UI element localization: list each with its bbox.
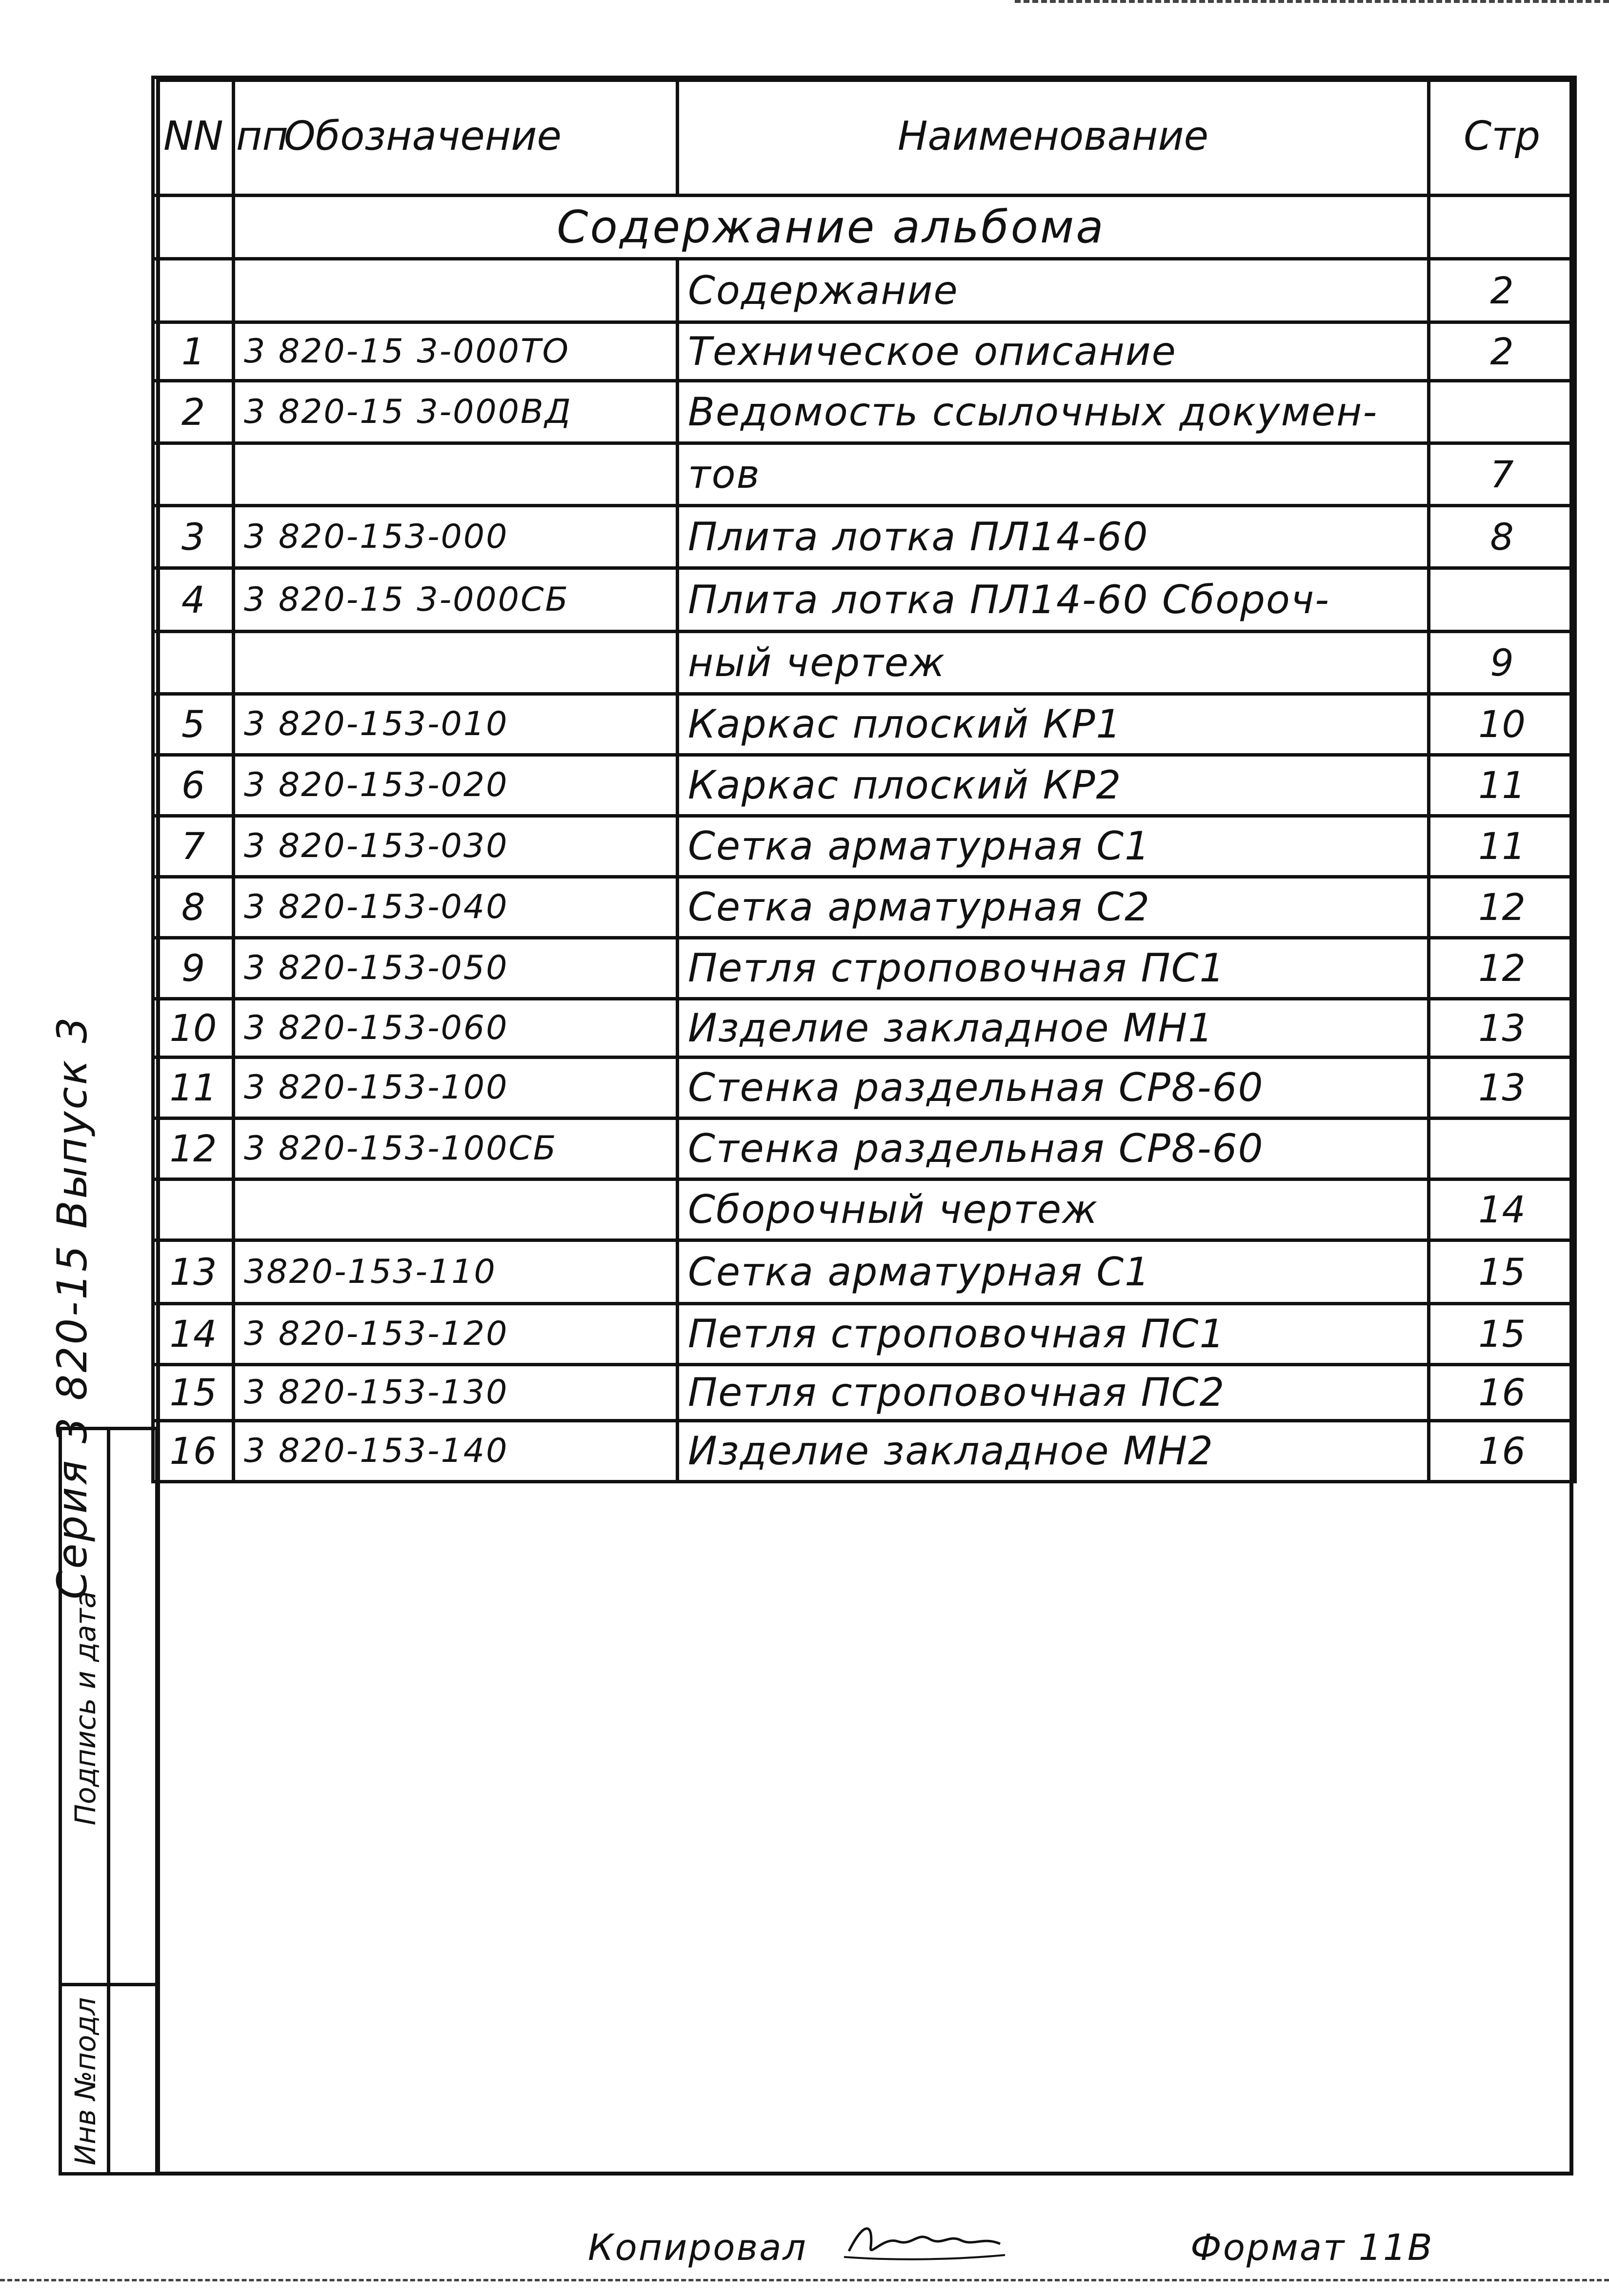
row-code: 3 820-15 3-000СБ — [234, 568, 678, 632]
row-num: 15 — [153, 1365, 234, 1421]
row-page: 16 — [1429, 1421, 1575, 1482]
table-row — [153, 1365, 1575, 1421]
table-row — [153, 877, 1575, 938]
table-row — [153, 1421, 1575, 1482]
row-name: Плита лотка ПЛ14-60 — [678, 506, 1429, 568]
row-num: 6 — [153, 755, 234, 816]
row-page: 15 — [1429, 1240, 1575, 1304]
row-page: 7 — [1429, 443, 1575, 506]
table-row — [153, 568, 1575, 632]
table-row — [153, 755, 1575, 816]
table-row — [153, 322, 1575, 381]
table-row — [153, 1240, 1575, 1304]
row-num: 12 — [153, 1118, 234, 1179]
contents-table — [151, 76, 1577, 1483]
row-num: 14 — [153, 1304, 234, 1365]
bottom-trim-line — [0, 2279, 1609, 2281]
row-page: 10 — [1429, 694, 1575, 755]
row-code — [234, 443, 678, 506]
row-code: 3 820-153-020 — [234, 755, 678, 816]
table-row — [153, 999, 1575, 1058]
row-page: 11 — [1429, 816, 1575, 877]
row-name: тов — [678, 443, 1429, 506]
row-name: Сетка арматурная С1 — [678, 816, 1429, 877]
stamp-inventory-cell — [62, 1986, 155, 2179]
row-page: 15 — [1429, 1304, 1575, 1365]
row-code: 3 820-15 3-000ВД — [234, 381, 678, 443]
row-name: Содержание — [678, 259, 1429, 322]
row-code: 3 820-153-100СБ — [234, 1118, 678, 1179]
row-name: Каркас плоский КР1 — [678, 694, 1429, 755]
row-page — [1429, 381, 1575, 443]
header-row — [153, 78, 1575, 196]
row-code: 3 820-153-130 — [234, 1365, 678, 1421]
row-code: 3 820-153-120 — [234, 1304, 678, 1365]
row-code: 3 820-153-100 — [234, 1058, 678, 1118]
row-code: 3 820-15 3-000ТО — [234, 322, 678, 381]
row-code — [234, 632, 678, 694]
row-code: 3 820-153-060 — [234, 999, 678, 1058]
row-num: 9 — [153, 938, 234, 999]
row-page: 11 — [1429, 755, 1575, 816]
table-row — [153, 259, 1575, 322]
row-code: 3 820-153-140 — [234, 1421, 678, 1482]
row-name: Сетка арматурная С2 — [678, 877, 1429, 938]
row-name: Каркас плоский КР2 — [678, 755, 1429, 816]
row-code: 3820-153-110 — [234, 1240, 678, 1304]
row-name: Ведомость ссылочных докумен- — [678, 381, 1429, 443]
row-num: 10 — [153, 999, 234, 1058]
table-row — [153, 1058, 1575, 1118]
row-name: Сетка арматурная С1 — [678, 1240, 1429, 1304]
approval-stamp — [59, 1427, 159, 2176]
row-num: 1 — [153, 322, 234, 381]
table-row — [153, 816, 1575, 877]
table-row — [153, 938, 1575, 999]
section-row — [153, 196, 1575, 259]
row-page — [1429, 1118, 1575, 1179]
row-page: 12 — [1429, 877, 1575, 938]
row-page: 13 — [1429, 999, 1575, 1058]
row-name: Сборочный чертеж — [678, 1179, 1429, 1240]
series-side-label: Серия 3 820-15 Выпуск 3 — [48, 1015, 96, 1599]
row-code: 3 820-153-040 — [234, 877, 678, 938]
row-page — [1429, 568, 1575, 632]
row-page: 16 — [1429, 1365, 1575, 1421]
row-code — [234, 1179, 678, 1240]
row-page: 9 — [1429, 632, 1575, 694]
row-num: 13 — [153, 1240, 234, 1304]
section-page-cell — [1429, 196, 1575, 259]
row-num: 5 — [153, 694, 234, 755]
row-num: 3 — [153, 506, 234, 568]
row-code: 3 820-153-030 — [234, 816, 678, 877]
row-num: 2 — [153, 381, 234, 443]
row-name: Петля строповочная ПС1 — [678, 938, 1429, 999]
row-page: 2 — [1429, 259, 1575, 322]
stamp-signature-label: Подпись и дата — [69, 1591, 102, 1826]
header-name: Наименование — [678, 78, 1429, 196]
row-name: Изделие закладное МН1 — [678, 999, 1429, 1058]
signature-mark — [844, 2217, 1005, 2263]
row-num: 4 — [153, 568, 234, 632]
row-num — [153, 259, 234, 322]
row-num — [153, 443, 234, 506]
row-num: 16 — [153, 1421, 234, 1482]
row-page: 14 — [1429, 1179, 1575, 1240]
row-name: Стенка раздельная СР8-60 — [678, 1118, 1429, 1179]
row-page: 12 — [1429, 938, 1575, 999]
table-row — [153, 506, 1575, 568]
row-name: Изделие закладное МН2 — [678, 1421, 1429, 1482]
table-row — [153, 632, 1575, 694]
row-code — [234, 259, 678, 322]
row-num: 11 — [153, 1058, 234, 1118]
header-num: NN пп — [153, 78, 234, 196]
header-page: Стр — [1429, 78, 1575, 196]
header-code: Обозначение — [234, 78, 678, 196]
row-num — [153, 632, 234, 694]
stamp-signature-cell — [62, 1430, 155, 1986]
row-page: 2 — [1429, 322, 1575, 381]
row-name: Петля строповочная ПС2 — [678, 1365, 1429, 1421]
footer-format-label: Формат 11В — [1190, 2227, 1434, 2269]
section-title: Содержание альбома — [234, 196, 1429, 259]
row-code: 3 820-153-000 — [234, 506, 678, 568]
row-name: Петля строповочная ПС1 — [678, 1304, 1429, 1365]
table-row — [153, 694, 1575, 755]
row-page: 8 — [1429, 506, 1575, 568]
row-page: 13 — [1429, 1058, 1575, 1118]
table-row — [153, 443, 1575, 506]
row-code: 3 820-153-050 — [234, 938, 678, 999]
row-name: Стенка раздельная СР8-60 — [678, 1058, 1429, 1118]
table-row — [153, 1118, 1575, 1179]
row-name: Плита лотка ПЛ14-60 Сбороч- — [678, 568, 1429, 632]
row-name: ный чертеж — [678, 632, 1429, 694]
top-edge-line — [1015, 0, 1609, 3]
footer-copied-label: Копировал — [588, 2227, 807, 2269]
section-num-cell — [153, 196, 234, 259]
table-row — [153, 381, 1575, 443]
row-num: 8 — [153, 877, 234, 938]
row-num — [153, 1179, 234, 1240]
row-name: Техническое описание — [678, 322, 1429, 381]
table-row — [153, 1179, 1575, 1240]
row-num: 7 — [153, 816, 234, 877]
stamp-inventory-label: Инв №подл — [69, 1997, 102, 2166]
row-code: 3 820-153-010 — [234, 694, 678, 755]
table-row — [153, 1304, 1575, 1365]
